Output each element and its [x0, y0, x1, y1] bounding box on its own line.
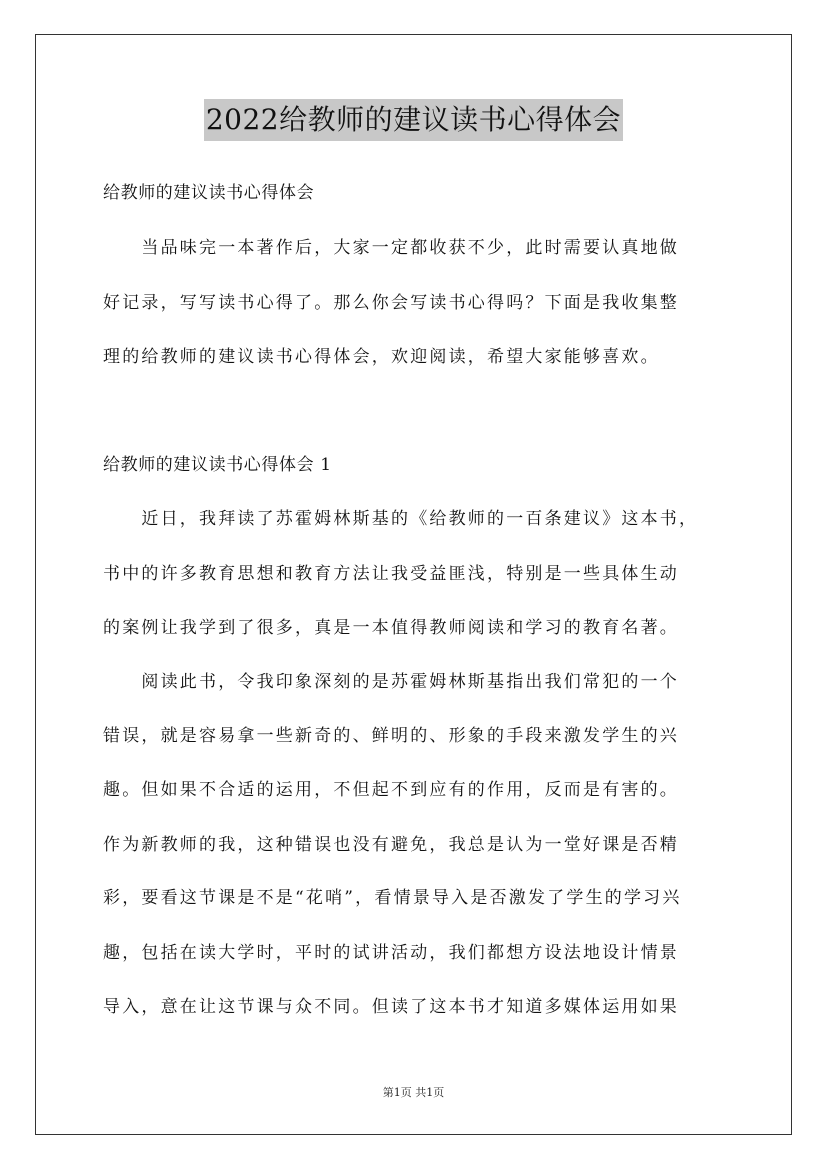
body-line: 作为新教师的我，这种错误也没有避免，我总是认为一堂好课是否精	[103, 835, 679, 855]
body-line: 近日，我拜读了苏霍姆林斯基的《给教师的一百条建议》这本书，	[103, 509, 699, 529]
section-heading: 给教师的建议读书心得体会 1	[103, 455, 332, 475]
body-line: 彩，要看这节课是不是“花哨”，看情景导入是否激发了学生的学习兴	[103, 888, 682, 908]
document-title: 2022给教师的建议读书心得体会	[204, 99, 623, 141]
document-subtitle: 给教师的建议读书心得体会	[103, 183, 315, 203]
body-line: 趣，包括在读大学时，平时的试讲活动，我们都想方设法地设计情景	[103, 943, 679, 963]
body-line: 阅读此书，令我印象深刻的是苏霍姆林斯基指出我们常犯的一个	[103, 672, 679, 692]
body-line: 导入，意在让这节课与众不同。但读了这本书才知道多媒体运用如果	[103, 997, 679, 1017]
body-line: 书中的许多教育思想和教育方法让我受益匪浅，特别是一些具体生动	[103, 564, 679, 584]
body-line: 错误，就是容易拿一些新奇的、鲜明的、形象的手段来激发学生的兴	[103, 726, 679, 746]
title-container	[0, 99, 827, 141]
body-line: 的案例让我学到了很多，真是一本值得教师阅读和学习的教育名著。	[103, 618, 679, 638]
intro-line: 好记录，写写读书心得了。那么你会写读书心得吗？下面是我收集整	[103, 293, 679, 313]
body-line: 趣。但如果不合适的运用，不但起不到应有的作用，反而是有害的。	[103, 780, 679, 800]
intro-line: 理的给教师的建议读书心得体会，欢迎阅读，希望大家能够喜欢。	[103, 347, 660, 367]
intro-line: 当品味完一本著作后，大家一定都收获不少，此时需要认真地做	[103, 238, 679, 258]
page-footer: 第1页 共1页	[382, 1086, 445, 1099]
